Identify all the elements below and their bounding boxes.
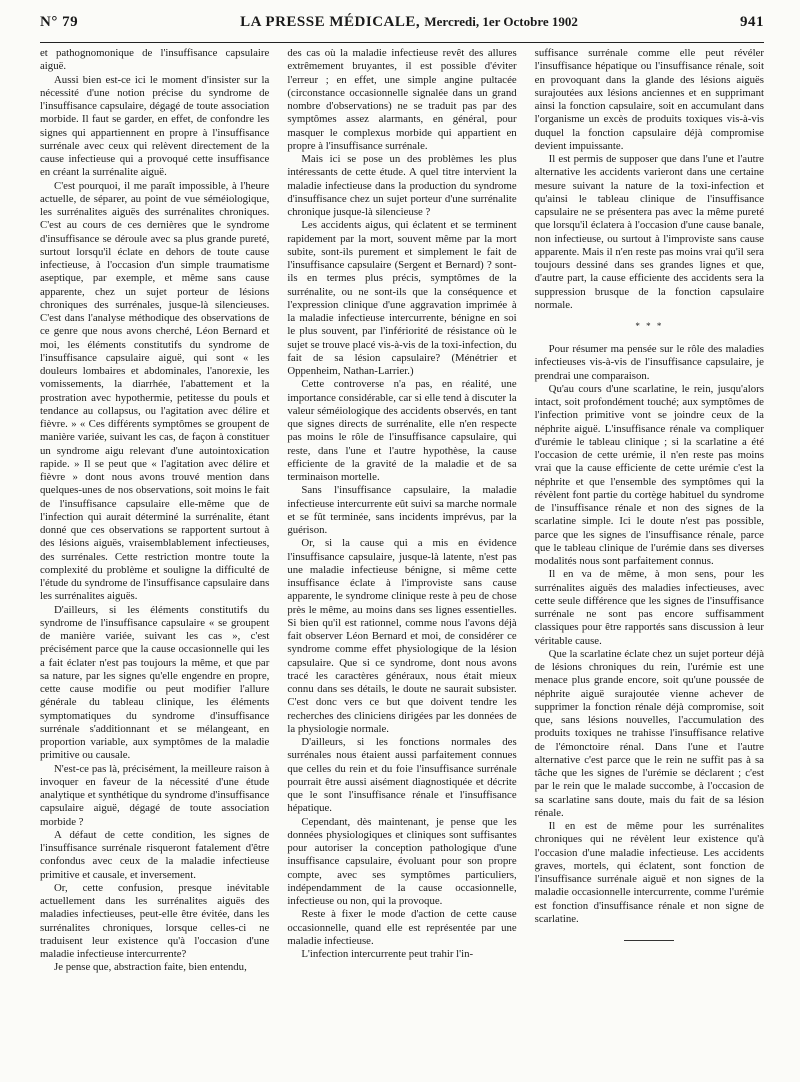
paragraph: Il est permis de supposer que dans l'une et l'autre alternative les accidents varieront dans une certaine mesure suivant la nature de la toxi-infection et qu'ainsi le tableau clinique de l'insuffisance capsulaire ne se présentera pas avec la même pureté que lorsqu'il éclatera à l'occasion d'une cause banale, non infectieuse, ou surtout à l'improviste sans cause apparente. Mais il n'en reste pas moins vrai qu'il sera toujours dessiné dans ses grandes lignes et que, d'autre part, la cause efficiente des accidents sera la suppression brusque de la fonction capsulaire normale. xyxy=(534,153,764,311)
column-3 xyxy=(535,47,764,1067)
column-2 xyxy=(287,47,516,1067)
text-columns xyxy=(40,47,764,1067)
paragraph: Cependant, dès maintenant, je pense que les données physiologiques et cliniques sont suffisantes pour autoriser la conception pathologique d'une insuffisance capsulaire, évoluant pour son propre compte, avec ses symptômes particuliers, indépendamment de la cause occasionnelle, infectieuse ou non, qui la provoque. xyxy=(287,815,517,907)
end-rule xyxy=(624,940,674,941)
issue-date: Mercredi, 1er Octobre 1902 xyxy=(424,14,578,29)
journal-title: LA PRESSE MÉDICALE, xyxy=(240,14,421,30)
paragraph: Or, si la cause qui a mis en évidence l'insuffisance capsulaire, jusque-là latente, n'est pas une maladie infectieuse bénigne, si même cette insuffisance éclate à l'improviste sans cause apparente, le syndrome clinique reste à peu de chose près le même, au moins dans ses lignes essentielles. Si bien qu'il est rationnel, comme nous l'avons déjà fait observer Léon Bernard et moi, de considérer ce syndrome comme effet physiologique de la lésion capsulaire. Que si ce syndrome, dont nous avons tracé les caractères généraux, nous était mieux connu dans ses détails, le doute ne saurait subsister. C'est donc vers ce but que doivent tendre les recherches des cliniciens dirigées par les données de la physiologie normale. xyxy=(287,537,517,735)
paragraph: Je pense que, abstraction faite, bien entendu, xyxy=(54,961,247,974)
section-asterism: * * * xyxy=(635,321,664,331)
paragraph: D'ailleurs, si les éléments constitutifs du syndrome de l'insuffisance capsulaire « se groupent de manière variée, suivant les cas », c'est précisément parce que la cause occasionnelle qui les a fait éclater n'est pas toujours la même, et que par sa nature, par les signes qu'elle engendre en propre, cette cause modifie ou peut modifier l'allure générale du tableau clinique, les éléments symptomatiques du syndrome d'insuffisance surrénale s'additionnant et se mélangeant, en proportion variable, aux symptômes de la maladie primitive ou causale. xyxy=(40,603,270,762)
journal-title-line xyxy=(240,14,578,31)
paragraph: Aussi bien est-ce ici le moment d'insister sur la nécessité d'une notion précise du syndrome de l'insuffisance capsulaire, dégagé de toute association morbide. Il faut se garder, en effet, de confondre les signes qui appartiennent en propre à l'insuffisance surrénale avec ceux qui relèvent directement de la cause infectieuse qui a provoqué cette insuffisance en créant la surrénalite aiguë. xyxy=(40,73,270,179)
paragraph: Il en est de même pour les surrénalites chroniques qui ne révèlent leur existence qu'à l'occasion d'une maladie infectieuse. Les accidents graves, mortels, qui éclatent, sont fonction de l'insuffisance surrénale aiguë et non signes de la maladie occasionnelle intercurrente, comme l'urémie est fonction d'insuffisance rénale et non signe de scarlatine. xyxy=(534,820,764,925)
paragraph: et pathognomonique de l'insuffisance capsulaire aiguë. xyxy=(40,47,270,73)
running-header xyxy=(40,14,764,36)
paragraph: Or, cette confusion, presque inévitable actuellement dans les surrénalites aiguës des maladies infectieuses, peut-elle être évitée, dans les surrénalites chroniques, lorsque celles-ci ne traduisent leur existence qu'à l'occasion d'une maladie infectieuse intercurrente? xyxy=(40,881,270,960)
issue-number: N° 79 xyxy=(40,14,79,30)
page-number: 941 xyxy=(739,14,764,30)
paragraph: A défaut de cette condition, les signes de l'insuffisance surrénale risqueront fatalement d'être confondus avec ceux de la maladie infectieuse primitive et causale, et inversement. xyxy=(40,828,270,881)
paragraph: Il en va de même, à mon sens, pour les surrénalites aiguës des maladies infectieuses, avec cette seule différence que les signes de l'insuffisance surrénale ne sont pas encore suffisamment classiques pour être rapportés sans discussion à leur véritable cause. xyxy=(534,568,764,647)
paragraph: Qu'au cours d'une scarlatine, le rein, jusqu'alors intact, soit profondément touché; aux symptômes de l'infection primitive vont se joindre ceux de la néphrite aiguë. L'insuffisance rénale va compliquer d'urémie le tableau clinique ; si la scarlatine a été l'occasion de cette urémie, il n'en reste pas moins vrai que la cause efficiente de cette urémie c'est la néphrite et que l'ensemble des symptômes qui la révèlent font partie du cortège habituel du syndrome de l'insuffisance rénale et non des signes de la scarlatine simple. Ici le doute n'est pas possible, parce que les signes de l'insuffisance rénale, parce que le tableau clinique de l'urémie dans ses diverses modalités nous sont parfaitement connus. xyxy=(534,382,764,567)
paragraph: C'est pourquoi, il me paraît impossible, à l'heure actuelle, de séparer, au point de vue séméiologique, les surrénalites aiguës des surrénalites chroniques. C'est au cours de ces dernières que le syndrome d'insuffisance se déroule avec sa plus grande pureté, surtout lorsqu'il éclate en dehors de toute cause infectieuse, à l'occasion d'un simple traumatisme aseptique, par exemple, et même sans cause apparente, chez un sujet porteur de lésions chroniques des surrénales, jusque-là silencieuses. C'est dans l'analyse méthodique des observations de ce genre que nous avons cherché, Léon Bernard et moi, les éléments constitutifs du syndrome de l'insuffisance capsulaire aiguë, qui sont « les douleurs lombaires et abdominales, l'anorexie, les vomissements, la diarrhée, l'abattement et la prostration avec hypothermie, petitesse du pouls et tendance au collapsus, ou l'agitation avec délire et fièvre. » « Ces différents symptômes se groupent de manière variée, suivant les cas, de façon à constituer un syndrome aigu relevant d'une autointoxication rapide. » Il se peut que « l'agitation avec délire et fièvre » dont nous avons trouvé mention dans quelques-unes de nos observations, soit moins le fait de l'insuffisance capsulaire elle-même que de l'infection qui aurait déterminé la surrénalite, étant donné que ces observations se rapportent surtout à des lésions aiguës, vraisemblablement infectieuses, des surrénales. Cette restriction montre toute la complexité du problème et souligne la difficulté de l'étude du syndrome de l'insuffisance capsulaire dans les surrénalites aiguës. xyxy=(40,179,270,603)
paragraph: D'ailleurs, si les fonctions normales des surrénales nous étaient aussi parfaitement connues que celles du rein et du foie l'insuffisance surrénale pourrait être aussi aisément diagnostiquée et décrite que le sont l'insuffisance rénale et l'insuffisance hépatique. xyxy=(287,736,517,815)
paragraph: Que la scarlatine éclate chez un sujet porteur déjà de lésions chroniques du rein, l'urémie est une menace plus grande encore, soit qu'une poussée de néphrite aiguë surajoutée vienne achever de supprimer la fonction rénale déjà compromise, soit que, sans lésions nouvelles, l'accumulation des produits toxiques ne trahisse l'insuffisance relative de l'émonctoire rénal. Dans l'une et l'autre alternative c'est parce que le rein ne suffit pas à sa tâche que les signes de l'urémie se déclarent ; c'est par le rein que le malade succombe, à l'occasion de sa scarlatine sans doute, mais du fait de sa lésion rénale. xyxy=(534,647,764,819)
paragraph: Sans l'insuffisance capsulaire, la maladie infectieuse intercurrente eût suivi sa marche normale et se fût terminée, sans incidents imprévus, par la guérison. xyxy=(287,484,517,536)
paragraph: Reste à fixer le mode d'action de cette cause occasionnelle, quand elle est représentée par une maladie infectieuse. xyxy=(287,908,517,947)
paragraph: des cas où la maladie infectieuse revêt des allures extrêmement bruyantes, il est possible d'éviter l'erreur ; en effet, une simple angine pultacée (circonstance occasionnelle signalée dans un grand nombre d'observations) ne se traduit pas par des symptômes assez alarmants, en général, pour masquer le complexus morbide qui appartient en propre à l'insuffisance surrénale. xyxy=(287,47,517,152)
paragraph: N'est-ce pas là, précisément, la meilleure raison à invoquer en faveur de la nécessité d'une étude analytique et synthétique du syndrome d'insuffisance capsulaire aiguë, dégagé de toute association morbide ? xyxy=(40,762,270,828)
paragraph: Cette controverse n'a pas, en réalité, une importance considérable, car si elle tend à discuter la valeur séméiologique des accidents observés, en tant que signes directs de surrénalite, elle n'en respecte pas moins le rôle de l'insuffisance capsulaire, qui reste, dans l'une et l'autre hypothèse, la cause efficiente de la gravité de la maladie et de sa terminaison mortelle. xyxy=(287,378,517,483)
paragraph: L'infection intercurrente peut trahir l'in- xyxy=(301,948,474,960)
paragraph: Mais ici se pose un des problèmes les plus intéressants de cette étude. A quel titre intervient la maladie infectieuse dans la production du syndrome d'insuffisance chez un sujet porteur d'une surrénalite chronique jusque-là silencieuse ? xyxy=(287,153,517,218)
column-1 xyxy=(40,47,269,1067)
paragraph: Pour résumer ma pensée sur le rôle des maladies infectieuses vis-à-vis de l'insuffisance capsulaire, je prendrai une comparaison. xyxy=(534,343,764,382)
paragraph: Les accidents aigus, qui éclatent et se terminent rapidement par la mort, souvent même par la mort subite, sont-ils purement et simplement le fait de l'insuffisance capsulaire (Sergent et Bernard) ? sont-ils en termes plus précis, symptômes de la surrénalite, ou ne sont-ils que la conséquence et l'expression clinique d'une aggravation imprimée à la maladie infectieuse intercurrente, bénigne en soi le plus souvent, par l'infériorité de résistance où le sujet se trouve placé vis-à-vis de la toxi-infection, du fait de sa lésion capsulaire? (Ménétrier et Oppenheim, Nathan-Larrier.) xyxy=(287,219,517,377)
header-rule xyxy=(40,42,764,43)
paragraph: suffisance surrénale comme elle peut révéler l'insuffisance hépatique ou l'insuffisance rénale, soit en provoquant dans la glande des lésions aiguës surajoutées aux lésions anciennes et en supprimant ainsi la fonction capsulaire, soit en accumulant dans l'organisme un excès de produits toxiques vis-à-vis duquel la fonction capsulaire déjà compromise devient impuissante. xyxy=(534,47,764,152)
